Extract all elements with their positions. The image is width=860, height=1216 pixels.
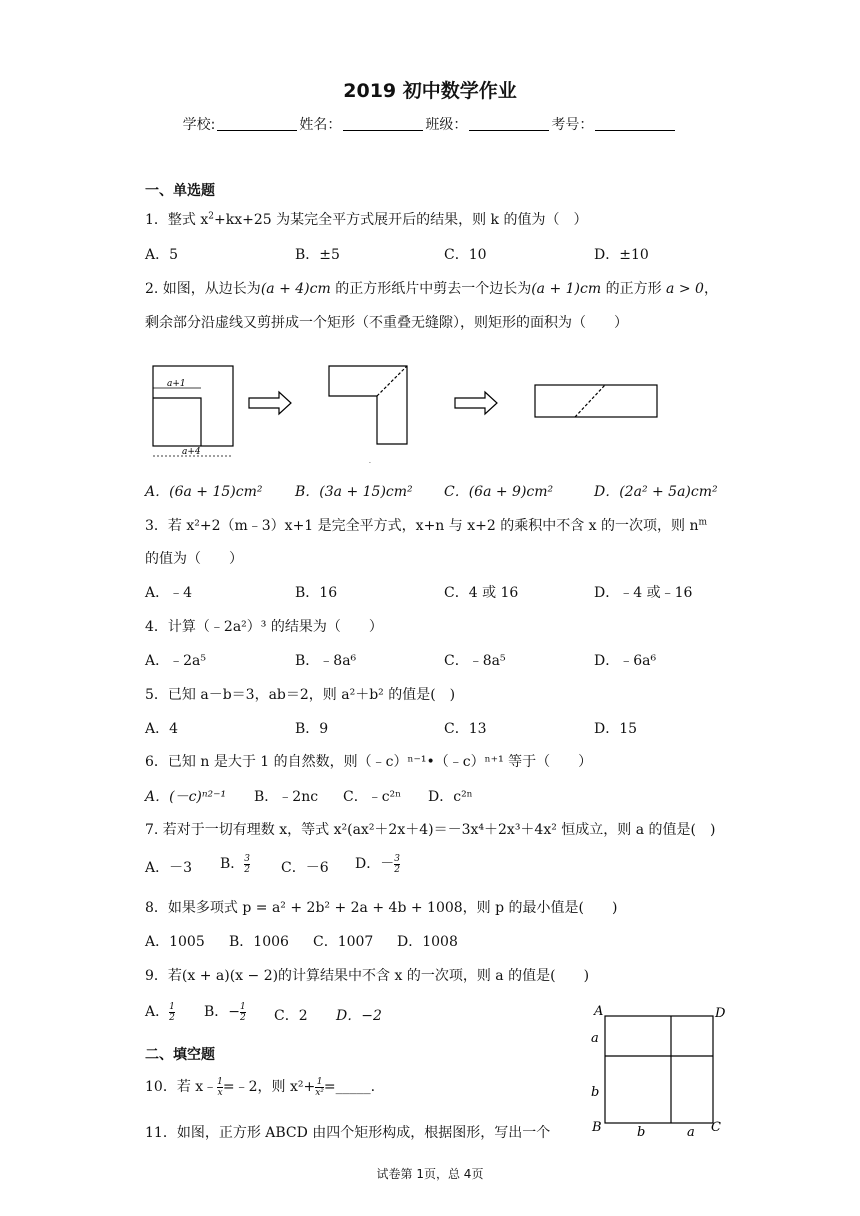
q5-option-b[interactable]: B．9 <box>295 721 329 737</box>
arrow-icon <box>455 392 497 414</box>
q9-option-a[interactable]: A． $\frac{1}{2}$ <box>145 1001 175 1023</box>
section-heading-fill-in: 二、填空题 <box>145 1047 215 1063</box>
question-1: 1．整式 $x^2+kx+25$ 为某完全平方式展开后的结果，则 k 的值为（ ） <box>145 211 588 228</box>
fig-label-B: B <box>592 1120 602 1135</box>
q1-option-b[interactable]: B．±5 <box>295 247 340 263</box>
q2-option-b[interactable]: B．(3a + 15)cm² <box>295 484 413 500</box>
q4-option-b[interactable]: B．﹣8a⁶ <box>295 653 357 669</box>
arrow-icon <box>249 392 291 414</box>
q4-option-c[interactable]: C．﹣8a⁵ <box>444 653 506 669</box>
q9-option-c[interactable]: C．2 <box>274 1008 308 1024</box>
question-3-line-1: 3．若 x²+2（m﹣3）x+1 是完全平方式，x+n 与 x+2 的乘积中不含 x 的一次项，则 $n^m$ <box>145 517 708 534</box>
section-heading-single-choice: 一、单选题 <box>145 183 215 199</box>
question-10: 10．若 x﹣ $\frac{1}{x}$ =﹣2，则 x²+ $\frac{1}{\text{x²}}$ =_____. <box>145 1076 376 1098</box>
q11-square-figure <box>585 1000 735 1140</box>
q6-option-d[interactable]: D．c²ⁿ <box>428 789 473 805</box>
q3-option-d[interactable]: D．﹣4 或﹣16 <box>594 585 693 601</box>
q6-option-c[interactable]: C．﹣c²ⁿ <box>343 789 402 805</box>
exam-no-label: 考号： <box>551 117 594 133</box>
question-3-line-2: 的值为（ ） <box>145 551 243 567</box>
school-blank[interactable] <box>217 116 297 131</box>
q7-option-b[interactable]: B． $\frac{3}{2}$ <box>220 853 251 875</box>
q1-option-c[interactable]: C．10 <box>444 247 487 263</box>
q2-option-d[interactable]: D．(2a² + 5a)cm² <box>594 484 718 500</box>
exam-no-blank[interactable] <box>595 116 675 131</box>
q2-label-top: a+1 <box>167 379 186 389</box>
question-2-line-1: 2. 如图，从边长为(a + 4)cm 的正方形纸片中剪去一个边长为(a + 1)cm 的正方形 a > 0， <box>145 281 718 297</box>
class-label: 班级： <box>425 117 468 133</box>
svg-text:.: . <box>369 458 371 465</box>
q3-option-a[interactable]: A．﹣4 <box>145 585 193 601</box>
q9-option-b[interactable]: B．− $\frac{1}{2}$ <box>204 1001 246 1023</box>
question-5: 5．已知 a－b＝3，ab＝2，则 a²＋b² 的值是( ) <box>145 687 456 703</box>
q8-option-c[interactable]: C．1007 <box>313 934 374 950</box>
q7-option-a[interactable]: A．－3 <box>145 860 193 876</box>
q6-option-a[interactable]: A．(－c)ⁿ²⁻¹ <box>145 789 227 805</box>
q4-option-d[interactable]: D．﹣6a⁶ <box>594 653 657 669</box>
q8-option-b[interactable]: B．1006 <box>229 934 289 950</box>
q2-rectangle <box>535 385 657 417</box>
q5-option-c[interactable]: C．13 <box>444 721 487 737</box>
fig-label-b-bottom: b <box>637 1125 646 1140</box>
question-4: 4．计算（﹣2a²）³ 的结果为（ ） <box>145 619 383 635</box>
fig-label-C: C <box>711 1120 721 1135</box>
question-9: 9．若(x + a)(x − 2)的计算结果中不含 x 的一次项，则 a 的值是( ) <box>145 968 590 984</box>
q7-option-c[interactable]: C．－6 <box>281 860 329 876</box>
q1-option-a[interactable]: A．5 <box>145 247 179 263</box>
q9-option-d[interactable]: D．−2 <box>336 1008 382 1024</box>
fig-label-D: D <box>715 1006 726 1021</box>
q3-option-c[interactable]: C．4 或 16 <box>444 585 519 601</box>
q4-option-a[interactable]: A．﹣2a⁵ <box>145 653 206 669</box>
student-info-line <box>0 114 860 134</box>
fig-label-b-left: b <box>591 1085 600 1100</box>
q5-option-a[interactable]: A．4 <box>145 721 179 737</box>
question-2-line-2: 剩余部分沿虚线又剪拼成一个矩形（不重叠无缝隙），则矩形的面积为（ ） <box>145 315 628 331</box>
q6-option-b[interactable]: B．﹣2nc <box>254 789 319 805</box>
question-8: 8．如果多项式 p = a² + 2b² + 2a + 4b + 1008，则 p 的最小值是( ) <box>145 900 618 916</box>
q8-option-d[interactable]: D．1008 <box>397 934 458 950</box>
q8-option-a[interactable]: A．1005 <box>145 934 205 950</box>
class-blank[interactable] <box>469 116 549 131</box>
fig-label-a-bottom: a <box>687 1125 695 1140</box>
name-blank[interactable] <box>343 116 423 131</box>
q2-option-c[interactable]: C．(6a + 9)cm² <box>444 484 554 500</box>
q2-label-bottom: a+4 <box>182 447 201 457</box>
q2-l-shape <box>329 366 407 444</box>
school-label: 学校: <box>182 117 216 133</box>
q2-option-a[interactable]: A．(6a + 15)cm² <box>145 484 263 500</box>
q7-option-d[interactable]: D．－ $\frac{3}{2}$ <box>355 853 400 875</box>
q5-option-d[interactable]: D．15 <box>594 721 638 737</box>
q2-figure <box>145 360 665 465</box>
q2-square-with-cut <box>153 366 233 456</box>
question-11: 11．如图，正方形 ABCD 由四个矩形构成，根据图形，写出一个 <box>145 1125 551 1141</box>
name-label: 姓名： <box>299 117 342 133</box>
question-6: 6．已知 n 是大于 1 的自然数，则（﹣c）ⁿ⁻¹•（﹣c）ⁿ⁺¹ 等于（ ） <box>145 754 593 770</box>
q1-option-d[interactable]: D．±10 <box>594 247 649 263</box>
fig-label-A: A <box>594 1004 604 1019</box>
page-title: 2019 初中数学作业 <box>343 80 517 102</box>
question-7: 7. 若对于一切有理数 x，等式 x²(ax²＋2x＋4)＝－3x⁴＋2x³＋4x² 恒成立，则 a 的值是( ) <box>145 822 716 838</box>
fig-label-a-left: a <box>591 1031 599 1046</box>
q3-option-b[interactable]: B．16 <box>295 585 338 601</box>
page-footer: 试卷第 1页，总 4页 <box>376 1167 484 1181</box>
